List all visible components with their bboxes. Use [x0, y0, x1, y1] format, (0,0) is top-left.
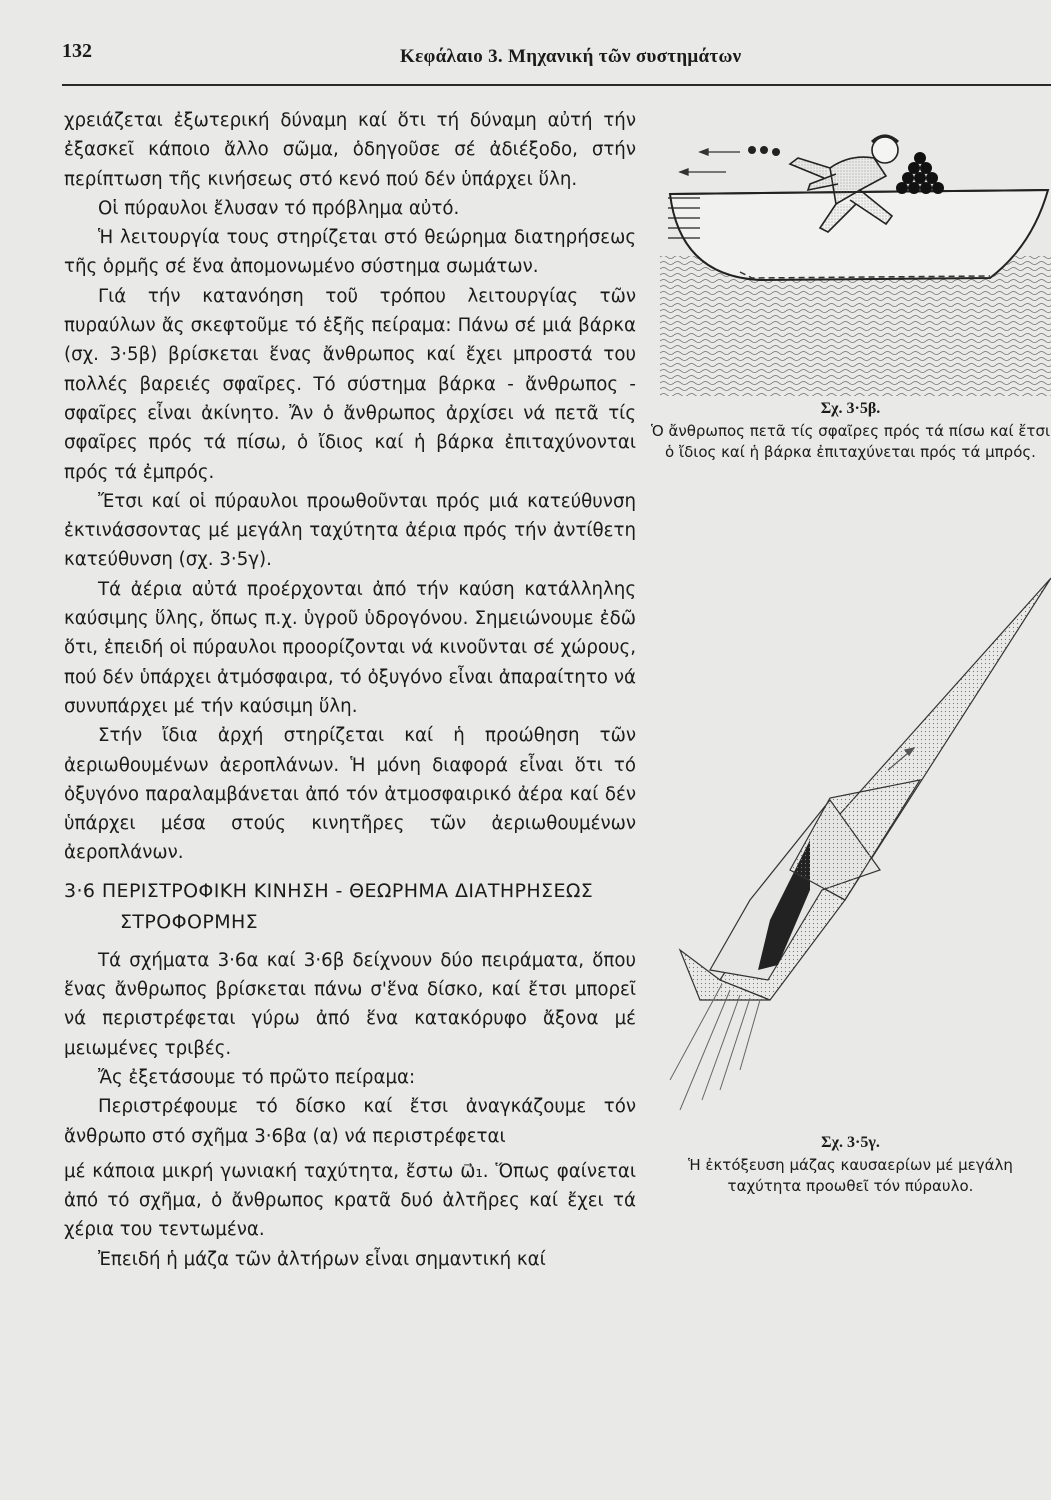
rocket-figure-caption: [650, 1132, 1051, 1197]
figure-label: Σχ. 3·5β.: [820, 400, 881, 417]
page-number: 132: [62, 40, 92, 62]
figure-label: Σχ. 3·5γ.: [821, 1134, 880, 1151]
boat-figure-caption: [650, 398, 1051, 463]
figure-caption-text: Ὁ ἄνθρωπος πετᾶ τίς σφαῖρες πρός τά πίσω καί ἔτσι ὁ ἴδιος καί ἡ βάρκα ἐπιταχύνεται πρός τά μπρός.: [650, 422, 1051, 461]
paragraph: μέ κάποια μικρή γωνιακή ταχύτητα, ἔστω ω⃗₁. Ὅπως φαίνεται ἀπό τό σχῆμα, ὁ ἄνθρωπος κρατᾶ δυό ἀλτῆρες καί ἔχει τά χέρια του τεντωμένα.: [64, 1160, 636, 1241]
running-title: Κεφάλαιο 3. Μηχανική τῶν συστημάτων: [400, 46, 742, 67]
paragraph: Ἄς ἐξετάσουμε τό πρῶτο πείραμα:: [98, 1066, 416, 1088]
boat-figure: [660, 128, 1051, 396]
paragraph: χρειάζεται ἐξωτερική δύναμη καί ὅτι τή δύναμη αὐτή τήν ἐξασκεῖ κάποιο ἄλλο σῶμα, ὁδηγοῦσε σέ ἀδιέξοδο, στήν περίπτωση τῆς κινήσεως στό κενό πού δέν ὑπάρχει ὕλη.: [64, 110, 636, 190]
exhaust-lines: [670, 984, 760, 1110]
ball-pile: [896, 152, 944, 194]
paragraph: Οἱ πύραυλοι ἔλυσαν τό πρόβλημα αὐτό.: [98, 197, 460, 219]
paragraph: Ἡ λειτουργία τους στηρίζεται στό θεώρημα διατηρήσεως τῆς ὁρμῆς σέ ἕνα ἀπομονωμένο σύστημα σωμάτων.: [64, 227, 636, 278]
paragraph: Περιστρέφουμε τό δίσκο καί ἔτσι ἀναγκάζουμε τόν ἄνθρωπο στό σχῆμα 3·6βα (α) νά περιστρέφεται: [64, 1096, 636, 1147]
rocket-figure: [640, 570, 1051, 1130]
paragraph: Ἐπειδή ἡ μάζα τῶν ἀλτήρων εἶναι σημαντική καί: [98, 1248, 546, 1270]
paragraph: Στήν ἴδια ἀρχή στηρίζεται καί ἡ προώθηση τῶν ἀεριωθουμένων ἀεροπλάνων. Ἡ μόνη διαφορά εἶναι ὅτι τό ὀξυγόνο παραλαμβάνεται ἀπό τόν ἀτμοσφαιρικό ἀέρα καί δέν ὑπάρχει μέσα στούς κινητῆρες τῶν ἀεριωθουμένων ἀεροπλάνων.: [64, 725, 636, 864]
header-rule: [62, 84, 1051, 86]
paragraph: Τά ἀέρια αὐτά προέρχονται ἀπό τήν καύση κατάλληλης καύσιμης ὕλης, ὅπως π.χ. ὑγροῦ ὑδρογόνου. Σημειώνουμε ἐδῶ ὅτι, ἐπειδή οἱ πύραυλοι προορίζονται νά κινοῦνται σέ χώρους, πού δέν ὑπάρχει ἀτμόσφαιρα, τό ὀξυγόνο εἶναι ἀπαραίτητο νά συνυπάρχει μέ τήν καύσιμη ὕλη.: [64, 578, 636, 717]
section-heading: 3·6 ΠΕΡΙΣΤΡΟΦΙΚΗ ΚΙΝΗΣΗ - ΘΕΩΡΗΜΑ ΔΙΑΤΗΡΗΣΕΩΣ ΣΤΡΟΦΟΡΜΗΣ: [64, 879, 594, 933]
ball-icons: [748, 146, 780, 156]
figure-caption-text: Ἡ ἐκτόξευση μάζας καυσαερίων μέ μεγάλη ταχύτητα προωθεῖ τόν πύραυλο.: [688, 1156, 1013, 1195]
main-text-column: [64, 106, 636, 1274]
paragraph: Ἔτσι καί οἱ πύραυλοι προωθοῦνται πρός μιά κατεύθυνση ἐκτινάσσοντας μέ μεγάλη ταχύτητα ἀέρια πρός τήν ἀντίθετη κατεύθυνση (σχ. 3·5γ).: [64, 490, 636, 571]
paragraph: Τά σχήματα 3·6α καί 3·6β δείχνουν δύο πειράματα, ὅπου ἕνας ἄνθρωπος βρίσκεται πάνω σ'ἕνα δίσκο, καί ἔτσι μπορεῖ νά περιστρέφεται γύρω ἀπό ἕνα κατακόρυφο ἄξονα μέ μειωμένες τριβές.: [64, 949, 636, 1059]
paragraph: Γιά τήν κατανόηση τοῦ τρόπου λειτουργίας τῶν πυραύλων ἄς σκεφτοῦμε τό ἑξῆς πείραμα: Πάνω σέ μιά βάρκα (σχ. 3·5β) βρίσκεται ἕνας ἄνθρωπος καί ἔχει μπροστά του πολλές βαρειές σφαῖρες. Τό σύστημα βάρκα - ἄνθρωπος - σφαῖρες εἶναι ἀκίνητο. Ἄν ὁ ἄνθρωπος ἀρχίσει νά πετᾶ τίς σφαῖρες πρός τά πίσω, ὁ ἴδιος καί ἡ βάρκα ἐπιταχύνονται πρός τά ἐμπρός.: [64, 285, 636, 483]
arrow-icon: [680, 149, 740, 175]
